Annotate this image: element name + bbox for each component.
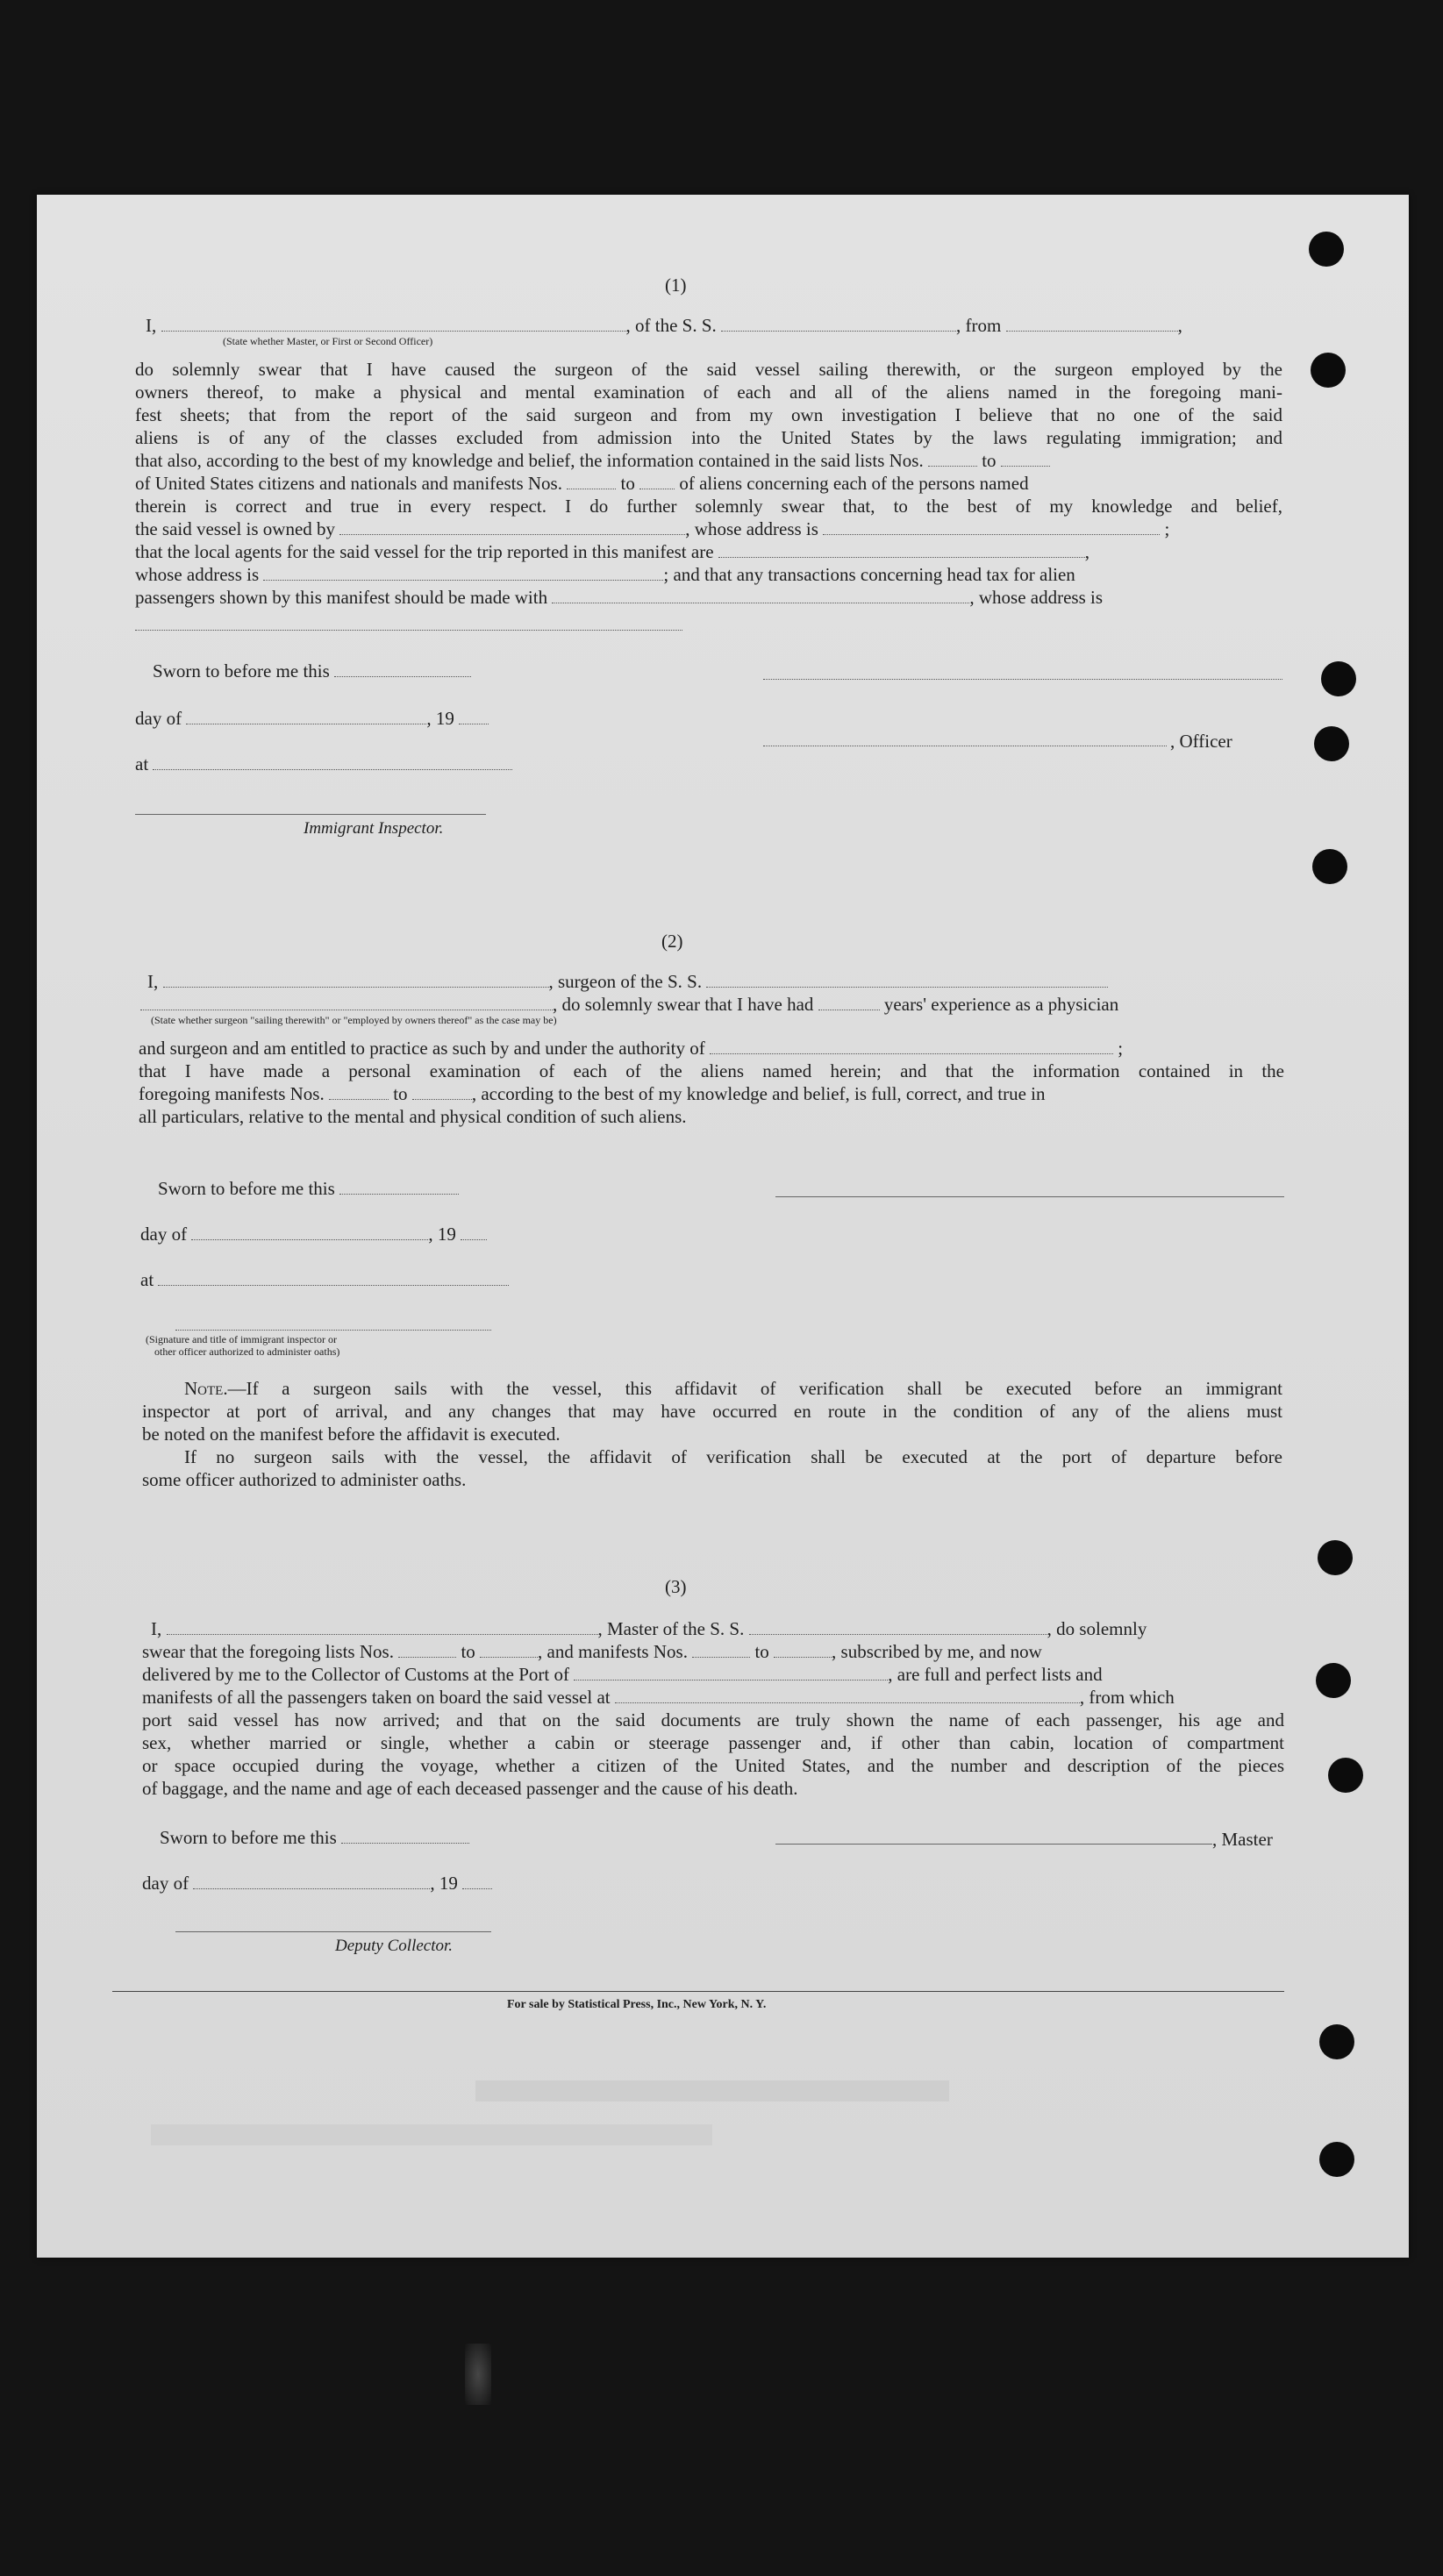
month-field[interactable]	[191, 1224, 428, 1240]
oath-text-line: port said vessel has now arrived; and that on the said documents are truly shown the name of each passenger, his age and	[142, 1709, 1284, 1730]
collector-signature-line[interactable]	[175, 1931, 491, 1932]
authority-field[interactable]	[710, 1038, 1113, 1054]
bleed-through-mark	[151, 2124, 712, 2145]
surgeon-status-field[interactable]	[140, 994, 553, 1010]
inspector-caption: Immigrant Inspector.	[304, 819, 444, 838]
foregoing-line: foregoing manifests Nos. to , according to the best of my knowledge and belief, is full, correct, and true in	[139, 1083, 1046, 1104]
from-port-field[interactable]	[1006, 315, 1178, 332]
binder-hole	[1316, 1663, 1351, 1698]
master-signature-line[interactable]	[775, 1844, 1212, 1845]
authority-line: and surgeon and am entitled to practice as such by and under the authority of ;	[139, 1038, 1124, 1059]
manifest-page	[37, 195, 1409, 2258]
oath-text-line: owners thereof, to make a physical and mental examination of each and all of the aliens named in the foregoing mani-	[135, 382, 1282, 403]
section-number: (3)	[665, 1576, 687, 1597]
manifest-nos-to-field[interactable]	[639, 473, 675, 489]
foregoing-to-field[interactable]	[412, 1083, 472, 1100]
binder-hole	[1314, 726, 1349, 761]
agents-address-field[interactable]	[263, 564, 663, 581]
sworn-line: Sworn to before me this	[158, 1177, 459, 1200]
officer-signature-line[interactable]	[763, 679, 1282, 680]
binder-hole	[1319, 2024, 1354, 2059]
swear-lists-line: swear that the foregoing lists Nos. to , and manifests Nos. to , subscribed by me, and now	[142, 1641, 1042, 1662]
oath-text-line: all particulars, relative to the mental and physical condition of such aliens.	[139, 1106, 687, 1127]
lists-to-field[interactable]	[480, 1641, 538, 1658]
lists-nos-to-field[interactable]	[1001, 450, 1050, 467]
signature-caption: other officer authorized to administer oaths)	[154, 1345, 340, 1358]
owner-field[interactable]	[339, 518, 685, 535]
head-tax-party-field[interactable]	[552, 587, 969, 603]
sworn-date-field[interactable]	[334, 660, 471, 677]
day-of-line: day of , 19	[140, 1223, 487, 1245]
month-field[interactable]	[193, 1873, 430, 1889]
master-name-field[interactable]	[167, 1618, 598, 1635]
manifests-to-field[interactable]	[774, 1641, 832, 1658]
binder-hole	[1311, 353, 1346, 388]
master-label: , Master	[1212, 1829, 1273, 1850]
oath-text-line: aliens is of any of the classes excluded from admission into the United States by the laws regulating immigration; and	[135, 427, 1282, 448]
lists-nos-from-field[interactable]	[928, 450, 977, 467]
place-field[interactable]	[153, 753, 512, 770]
foregoing-from-field[interactable]	[329, 1083, 389, 1100]
surgeon-caption: (State whether surgeon "sailing therewith" or "employed by owners thereof" as the case may be)	[151, 1014, 557, 1026]
printer-credit: For sale by Statistical Press, Inc., New York, N. Y.	[507, 1998, 767, 2011]
sworn-line: Sworn to before me this	[160, 1826, 469, 1849]
oath-text-line: do solemnly swear that I have caused the surgeon of the said vessel sailing therewith, or the surgeon employed by the	[135, 359, 1282, 380]
owner-line: the said vessel is owned by , whose address is ;	[135, 518, 1170, 539]
binder-hole	[1319, 2142, 1354, 2177]
section-number: (1)	[665, 275, 687, 296]
note-line: If no surgeon sails with the vessel, the affidavit of verification shall be executed at the port of departure before	[184, 1446, 1282, 1467]
surgeon-vessel-field[interactable]	[706, 971, 1108, 988]
at-line: at	[135, 753, 512, 775]
note-line: be noted on the manifest before the affidavit is executed.	[142, 1424, 561, 1445]
year-field[interactable]	[461, 1224, 487, 1240]
agents-line: that the local agents for the said vessel for the trip reported in this manifest are ,	[135, 541, 1090, 562]
experience-line: , do solemnly swear that I have had years' experience as a physician	[140, 993, 1118, 1016]
citizens-line: of United States citizens and nationals and manifests Nos. to of aliens concerning each of the persons named	[135, 473, 1029, 494]
oath-text-line: fest sheets; that from the report of the said surgeon and from my own investigation I believe that no one of the said	[135, 404, 1282, 425]
head-tax-line: passengers shown by this manifest should be made with , whose address is	[135, 587, 1104, 608]
place-field[interactable]	[158, 1269, 509, 1286]
surgeon-name-field[interactable]	[163, 971, 549, 988]
day-of-line: day of , 19	[135, 707, 489, 730]
sworn-date-field[interactable]	[341, 1827, 469, 1844]
oath-text-line: sex, whether married or single, whether a cabin or steerage passenger and, if other than cabin, location of compartment	[142, 1732, 1284, 1753]
lists-from-field[interactable]	[398, 1641, 456, 1658]
at-line: at	[140, 1268, 509, 1291]
binder-hole	[1309, 232, 1344, 267]
bleed-through-mark	[475, 2080, 949, 2101]
inspector-signature-line[interactable]	[135, 814, 486, 815]
oath-text-line: therein is correct and true in every respect. I do further solemnly swear that, to the best of my knowledge and belief,	[135, 496, 1282, 517]
day-of-line: day of , 19	[142, 1872, 492, 1895]
binder-hole	[1318, 1540, 1353, 1575]
footer-divider	[112, 1991, 1284, 1992]
month-field[interactable]	[186, 708, 426, 724]
surgeon-line: I, , surgeon of the S. S.	[147, 970, 1108, 993]
officer-name-field[interactable]	[161, 315, 626, 332]
vessel-name-field[interactable]	[749, 1618, 1047, 1635]
oath-text-line: or space occupied during the voyage, whether a citizen of the United States, and the number and description of the pieces	[142, 1755, 1284, 1776]
officer-caption: (State whether Master, or First or Second Officer)	[223, 335, 433, 347]
note-line: inspector at port of arrival, and any changes that may have occurred en route in the condition of any of the aliens must	[142, 1401, 1282, 1422]
delivered-line: delivered by me to the Collector of Customs at the Port of , are full and perfect lists and	[142, 1664, 1103, 1685]
manifests-from-field[interactable]	[692, 1641, 750, 1658]
departure-port-field[interactable]	[615, 1687, 1080, 1703]
oath-text-line: that I have made a personal examination of each of the aliens named herein; and that the information contained in the	[139, 1060, 1284, 1081]
year-field[interactable]	[459, 708, 489, 724]
oath-text-line: of baggage, and the name and age of each deceased passenger and the cause of his death.	[142, 1778, 798, 1799]
year-field[interactable]	[462, 1873, 492, 1889]
scanner-glare	[465, 2344, 491, 2405]
surgeon-signature-line[interactable]	[775, 1196, 1284, 1197]
agents-address-line: whose address is ; and that any transactions concerning head tax for alien	[135, 564, 1075, 585]
binder-hole	[1312, 849, 1347, 884]
note-line: Note.—If a surgeon sails with the vessel, this affidavit of verification shall be executed before an immigrant	[184, 1378, 1282, 1399]
inspector-signature-line[interactable]	[175, 1330, 491, 1331]
vessel-name-field[interactable]	[721, 315, 956, 332]
continuation-line	[135, 630, 682, 631]
deputy-caption: Deputy Collector.	[335, 1937, 454, 1955]
port-field[interactable]	[574, 1664, 888, 1680]
manifests-line: manifests of all the passengers taken on board the said vessel at , from which	[142, 1687, 1175, 1708]
master-line: I, , Master of the S. S. , do solemnly	[151, 1618, 1147, 1639]
years-field[interactable]	[818, 994, 880, 1010]
lists-nos-line: that also, according to the best of my knowledge and belief, the information contained in the said lists Nos. to	[135, 449, 1050, 472]
sworn-date-field[interactable]	[339, 1178, 459, 1195]
officer-label: , Officer	[1170, 731, 1232, 752]
owner-address-field[interactable]	[823, 518, 1160, 535]
agents-field[interactable]	[718, 541, 1085, 558]
section-number: (2)	[661, 931, 683, 952]
sworn-line: Sworn to before me this	[153, 660, 471, 682]
manifest-nos-from-field[interactable]	[567, 473, 616, 489]
binder-hole	[1328, 1758, 1363, 1793]
note-line: some officer authorized to administer oaths.	[142, 1469, 467, 1490]
signature-caption: (Signature and title of immigrant inspector or	[146, 1333, 337, 1345]
binder-hole	[1321, 661, 1356, 696]
master-line: I, , of the S. S. , from ,	[146, 315, 1182, 336]
